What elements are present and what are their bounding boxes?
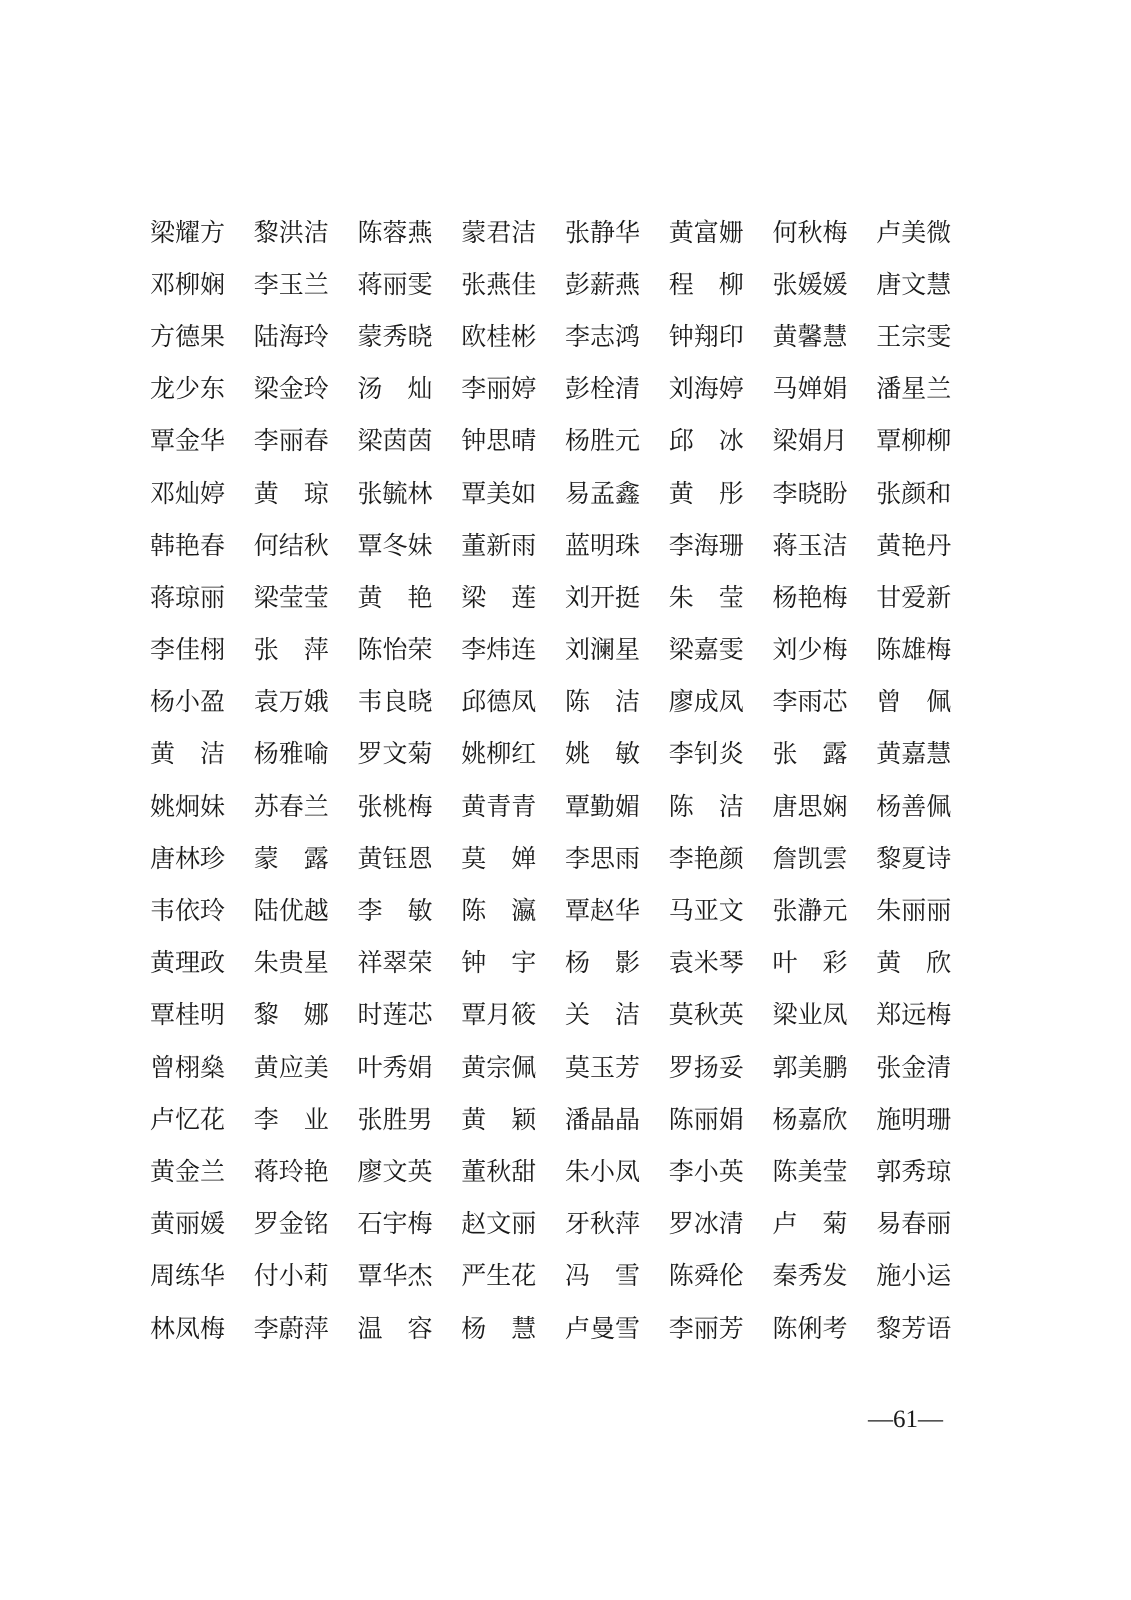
person-name: 梁莹莹	[253, 582, 329, 612]
person-name: 陈雄梅	[876, 635, 952, 665]
person-name: 李志鸿	[565, 321, 641, 351]
person-name: 彭栓清	[565, 374, 641, 404]
person-name: 董秋甜	[461, 1156, 537, 1186]
person-name: 黎芳语	[876, 1313, 952, 1343]
person-name: 罗扬妥	[668, 1052, 744, 1082]
person-name: 杨 影	[565, 948, 641, 978]
person-name: 蒋玲艳	[253, 1156, 329, 1186]
person-name: 梁嘉雯	[668, 635, 744, 665]
person-name: 陈丽娟	[668, 1104, 744, 1134]
person-name: 冯 雪	[565, 1261, 641, 1291]
person-name: 付小莉	[253, 1261, 329, 1291]
person-name: 张桃梅	[357, 791, 433, 821]
person-name: 陆海玲	[253, 321, 329, 351]
person-name: 潘星兰	[876, 374, 952, 404]
person-name: 易春丽	[876, 1209, 952, 1239]
person-name: 罗冰清	[668, 1209, 744, 1239]
name-row	[150, 780, 980, 832]
person-name: 邓灿婷	[150, 478, 226, 508]
person-name: 龙少东	[150, 374, 226, 404]
name-row	[150, 1302, 980, 1354]
person-name: 刘开挺	[565, 582, 641, 612]
person-name: 朱 莹	[668, 582, 744, 612]
person-name: 王宗雯	[876, 321, 952, 351]
person-name: 张瀞元	[772, 896, 848, 926]
person-name: 覃华杰	[357, 1261, 433, 1291]
name-row	[150, 571, 980, 623]
person-name: 姚炯妹	[150, 791, 226, 821]
person-name: 唐文慧	[876, 269, 952, 299]
person-name: 秦秀发	[772, 1261, 848, 1291]
person-name: 黄 艳	[357, 582, 433, 612]
person-name: 陈 洁	[668, 791, 744, 821]
name-row	[150, 884, 980, 936]
person-name: 程 柳	[668, 269, 744, 299]
person-name: 袁米琴	[668, 948, 744, 978]
person-name: 黄应美	[253, 1052, 329, 1082]
person-name: 黄 欣	[876, 948, 952, 978]
person-name: 杨小盈	[150, 687, 226, 717]
person-name: 韩艳春	[150, 530, 226, 560]
person-name: 杨艳梅	[772, 582, 848, 612]
person-name: 黄 琼	[253, 478, 329, 508]
person-name: 蒋玉洁	[772, 530, 848, 560]
person-name: 郭美鹏	[772, 1052, 848, 1082]
person-name: 钟 宇	[461, 948, 537, 978]
person-name: 张颜和	[876, 478, 952, 508]
person-name: 李丽芳	[668, 1313, 744, 1343]
person-name: 罗金铭	[253, 1209, 329, 1239]
person-name: 姚 敏	[565, 739, 641, 769]
person-name: 黎 娜	[253, 1000, 329, 1030]
person-name: 易孟鑫	[565, 478, 641, 508]
person-name: 张胜男	[357, 1104, 433, 1134]
person-name: 黄青青	[461, 791, 537, 821]
person-name: 甘爱新	[876, 582, 952, 612]
person-name: 施明珊	[876, 1104, 952, 1134]
person-name: 曾栩燊	[150, 1052, 226, 1082]
person-name: 蒙 露	[253, 843, 329, 873]
person-name: 蒋琼丽	[150, 582, 226, 612]
name-row	[150, 519, 980, 571]
person-name: 黄金兰	[150, 1156, 226, 1186]
name-row	[150, 728, 980, 780]
person-name: 张静华	[565, 217, 641, 247]
person-name: 杨善佩	[876, 791, 952, 821]
person-name: 何秋梅	[772, 217, 848, 247]
person-name: 姚柳红	[461, 739, 537, 769]
name-row	[150, 1145, 980, 1197]
person-name: 覃赵华	[565, 896, 641, 926]
person-name: 董新雨	[461, 530, 537, 560]
person-name: 汤 灿	[357, 374, 433, 404]
person-name: 郭秀琼	[876, 1156, 952, 1186]
person-name: 陈 瀛	[461, 896, 537, 926]
person-name: 邱德凤	[461, 687, 537, 717]
name-row	[150, 206, 980, 258]
person-name: 黄馨慧	[772, 321, 848, 351]
person-name: 邓柳娴	[150, 269, 226, 299]
person-name: 李雨芯	[772, 687, 848, 717]
person-name: 李蔚萍	[253, 1313, 329, 1343]
person-name: 李思雨	[565, 843, 641, 873]
person-name: 陈舜伦	[668, 1261, 744, 1291]
person-name: 叶秀娟	[357, 1052, 433, 1082]
person-name: 严生花	[461, 1261, 537, 1291]
name-row	[150, 624, 980, 676]
person-name: 罗文菊	[357, 739, 433, 769]
person-name: 张 萍	[253, 635, 329, 665]
person-name: 李小英	[668, 1156, 744, 1186]
person-name: 李炜连	[461, 635, 537, 665]
person-name: 莫玉芳	[565, 1052, 641, 1082]
person-name: 袁万娥	[253, 687, 329, 717]
person-name: 梁娟月	[772, 426, 848, 456]
person-name: 陈怡荣	[357, 635, 433, 665]
name-row	[150, 676, 980, 728]
person-name: 何结秋	[253, 530, 329, 560]
name-row	[150, 1041, 980, 1093]
person-name: 苏春兰	[253, 791, 329, 821]
name-row	[150, 258, 980, 310]
person-name: 张燕佳	[461, 269, 537, 299]
person-name: 方德果	[150, 321, 226, 351]
person-name: 钟思晴	[461, 426, 537, 456]
person-name: 黄宗佩	[461, 1052, 537, 1082]
person-name: 时莲芯	[357, 1000, 433, 1030]
person-name: 卢忆花	[150, 1104, 226, 1134]
person-name: 朱贵星	[253, 948, 329, 978]
person-name: 梁业凤	[772, 1000, 848, 1030]
person-name: 叶 彩	[772, 948, 848, 978]
person-name: 李 敏	[357, 896, 433, 926]
person-name: 莫秋英	[668, 1000, 744, 1030]
person-name: 李玉兰	[253, 269, 329, 299]
person-name: 覃金华	[150, 426, 226, 456]
person-name: 李丽婷	[461, 374, 537, 404]
person-name: 李丽春	[253, 426, 329, 456]
person-name: 黄 彤	[668, 478, 744, 508]
person-name: 林凤梅	[150, 1313, 226, 1343]
person-name: 祥翠荣	[357, 948, 433, 978]
name-row	[150, 937, 980, 989]
person-name: 黄艳丹	[876, 530, 952, 560]
person-name: 李海珊	[668, 530, 744, 560]
person-name: 温 容	[357, 1313, 433, 1343]
person-name: 蒙秀晓	[357, 321, 433, 351]
person-name: 覃勤媚	[565, 791, 641, 821]
person-name: 覃月筱	[461, 1000, 537, 1030]
person-name: 刘澜星	[565, 635, 641, 665]
person-name: 黄富姗	[668, 217, 744, 247]
person-name: 黄钰恩	[357, 843, 433, 873]
person-name: 郑远梅	[876, 1000, 952, 1030]
person-name: 周练华	[150, 1261, 226, 1291]
person-name: 唐林珍	[150, 843, 226, 873]
person-name: 钟翔印	[668, 321, 744, 351]
person-name: 张毓林	[357, 478, 433, 508]
person-name: 廖成凤	[668, 687, 744, 717]
person-name: 赵文丽	[461, 1209, 537, 1239]
name-row	[150, 1198, 980, 1250]
name-row	[150, 1250, 980, 1302]
person-name: 韦良晓	[357, 687, 433, 717]
name-row	[150, 989, 980, 1041]
person-name: 李艳颜	[668, 843, 744, 873]
page-number: —61—	[868, 1406, 943, 1433]
person-name: 卢 菊	[772, 1209, 848, 1239]
person-name: 黎洪洁	[253, 217, 329, 247]
person-name: 蒙君洁	[461, 217, 537, 247]
person-name: 潘晶晶	[565, 1104, 641, 1134]
person-name: 张 露	[772, 739, 848, 769]
person-name: 黎夏诗	[876, 843, 952, 873]
name-row	[150, 310, 980, 362]
person-name: 覃美如	[461, 478, 537, 508]
person-name: 覃柳柳	[876, 426, 952, 456]
person-name: 刘少梅	[772, 635, 848, 665]
person-name: 杨嘉欣	[772, 1104, 848, 1134]
person-name: 邱 冰	[668, 426, 744, 456]
person-name: 石宇梅	[357, 1209, 433, 1239]
person-name: 蓝明珠	[565, 530, 641, 560]
person-name: 詹凯雲	[772, 843, 848, 873]
person-name: 黄 洁	[150, 739, 226, 769]
person-name: 杨 慧	[461, 1313, 537, 1343]
person-name: 刘海婷	[668, 374, 744, 404]
person-name: 张媛媛	[772, 269, 848, 299]
person-name: 梁耀方	[150, 217, 226, 247]
person-name: 梁茵茵	[357, 426, 433, 456]
person-name: 李钊炎	[668, 739, 744, 769]
person-name: 黄丽媛	[150, 1209, 226, 1239]
person-name: 陈蓉燕	[357, 217, 433, 247]
person-name: 蒋丽雯	[357, 269, 433, 299]
person-name: 关 洁	[565, 1000, 641, 1030]
person-name: 施小运	[876, 1261, 952, 1291]
person-name: 李佳栩	[150, 635, 226, 665]
name-row	[150, 363, 980, 415]
person-name: 黄理政	[150, 948, 226, 978]
person-name: 卢美微	[876, 217, 952, 247]
person-name: 陈俐考	[772, 1313, 848, 1343]
person-name: 杨雅喻	[253, 739, 329, 769]
person-name: 曾 佩	[876, 687, 952, 717]
person-name: 莫 婵	[461, 843, 537, 873]
person-name: 廖文英	[357, 1156, 433, 1186]
name-list	[150, 206, 980, 1354]
person-name: 张金清	[876, 1052, 952, 1082]
person-name: 覃冬妹	[357, 530, 433, 560]
person-name: 卢曼雪	[565, 1313, 641, 1343]
person-name: 朱小凤	[565, 1156, 641, 1186]
name-row	[150, 415, 980, 467]
person-name: 梁 莲	[461, 582, 537, 612]
name-row	[150, 1093, 980, 1145]
person-name: 马婵娟	[772, 374, 848, 404]
person-name: 朱丽丽	[876, 896, 952, 926]
name-row	[150, 467, 980, 519]
person-name: 梁金玲	[253, 374, 329, 404]
person-name: 唐思娴	[772, 791, 848, 821]
person-name: 马亚文	[668, 896, 744, 926]
person-name: 李晓盼	[772, 478, 848, 508]
person-name: 杨胜元	[565, 426, 641, 456]
person-name: 黄嘉慧	[876, 739, 952, 769]
person-name: 陈美莹	[772, 1156, 848, 1186]
person-name: 彭薪燕	[565, 269, 641, 299]
person-name: 李 业	[253, 1104, 329, 1134]
person-name: 黄 颖	[461, 1104, 537, 1134]
person-name: 欧桂彬	[461, 321, 537, 351]
name-row	[150, 832, 980, 884]
person-name: 牙秋萍	[565, 1209, 641, 1239]
person-name: 陈 洁	[565, 687, 641, 717]
person-name: 韦依玲	[150, 896, 226, 926]
person-name: 陆优越	[253, 896, 329, 926]
person-name: 覃桂明	[150, 1000, 226, 1030]
